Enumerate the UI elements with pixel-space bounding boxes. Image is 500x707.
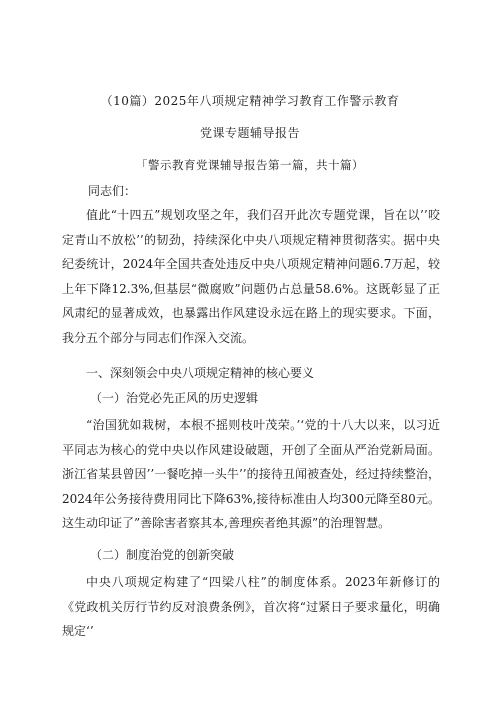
paragraph-intro: 值此“十四五”规划攻坚之年，我们召开此次专题党课，旨在以’’咬定青山不放松’’的韧劲，持续深化中央八项规定精神贯彻落实。据中央纪委统计，2024年全国共查处违反中央八项规定精神问题6.7万起，较上年下降12.3%,但基层“微腐败”问题仍占总量58.6%。这既彰显了正风肃纪的显著成效，也暴露出作风建设永远在路上的现实要求。下面，我分五个部分与同志们作深入交流。 [62, 208, 440, 345]
subsection-heading-1-1: （一）治党必先正风的历史逻辑 [90, 391, 259, 405]
document-subtitle: 「警示教育党课辅导报告第一篇，共十篇） [136, 158, 364, 172]
document-title-line1: （10篇）2025年八项规定精神学习教育工作警示教育 [100, 94, 400, 108]
document-title-line2: 党课专题辅导报告 [199, 126, 300, 140]
subsection-heading-1-2: （二）制度治党的创新突破 [90, 548, 235, 562]
paragraph-institution: 中央八项规定构建了“四梁八柱”的制度体系。2023年新修订的《党政机关厉行节约反对浪费条例》，首次将“过紧日子要求量化，明确规定‘’ [62, 575, 440, 638]
salutation: 同志们： [88, 184, 137, 198]
paragraph-history: “治国犹如栽树，本根不摇则枝叶茂荣。’‘党的十八大以来，以习近平同志为核心的党中央以作风建设破题，开创了全面从严治党新局面。浙江省某县曾因’’一餐吃掉一头牛’’的接待丑闻被查处，经过持续整治，2024年公务接待费用同比下降63%,接待标准由人均300元降至80元。这生动印证了”善除害者察其本,善理疾者绝其源”的治理智慧。 [62, 418, 440, 530]
section-heading-1: 一、深刻领会中央八项规定精神的核心要义 [86, 366, 315, 380]
